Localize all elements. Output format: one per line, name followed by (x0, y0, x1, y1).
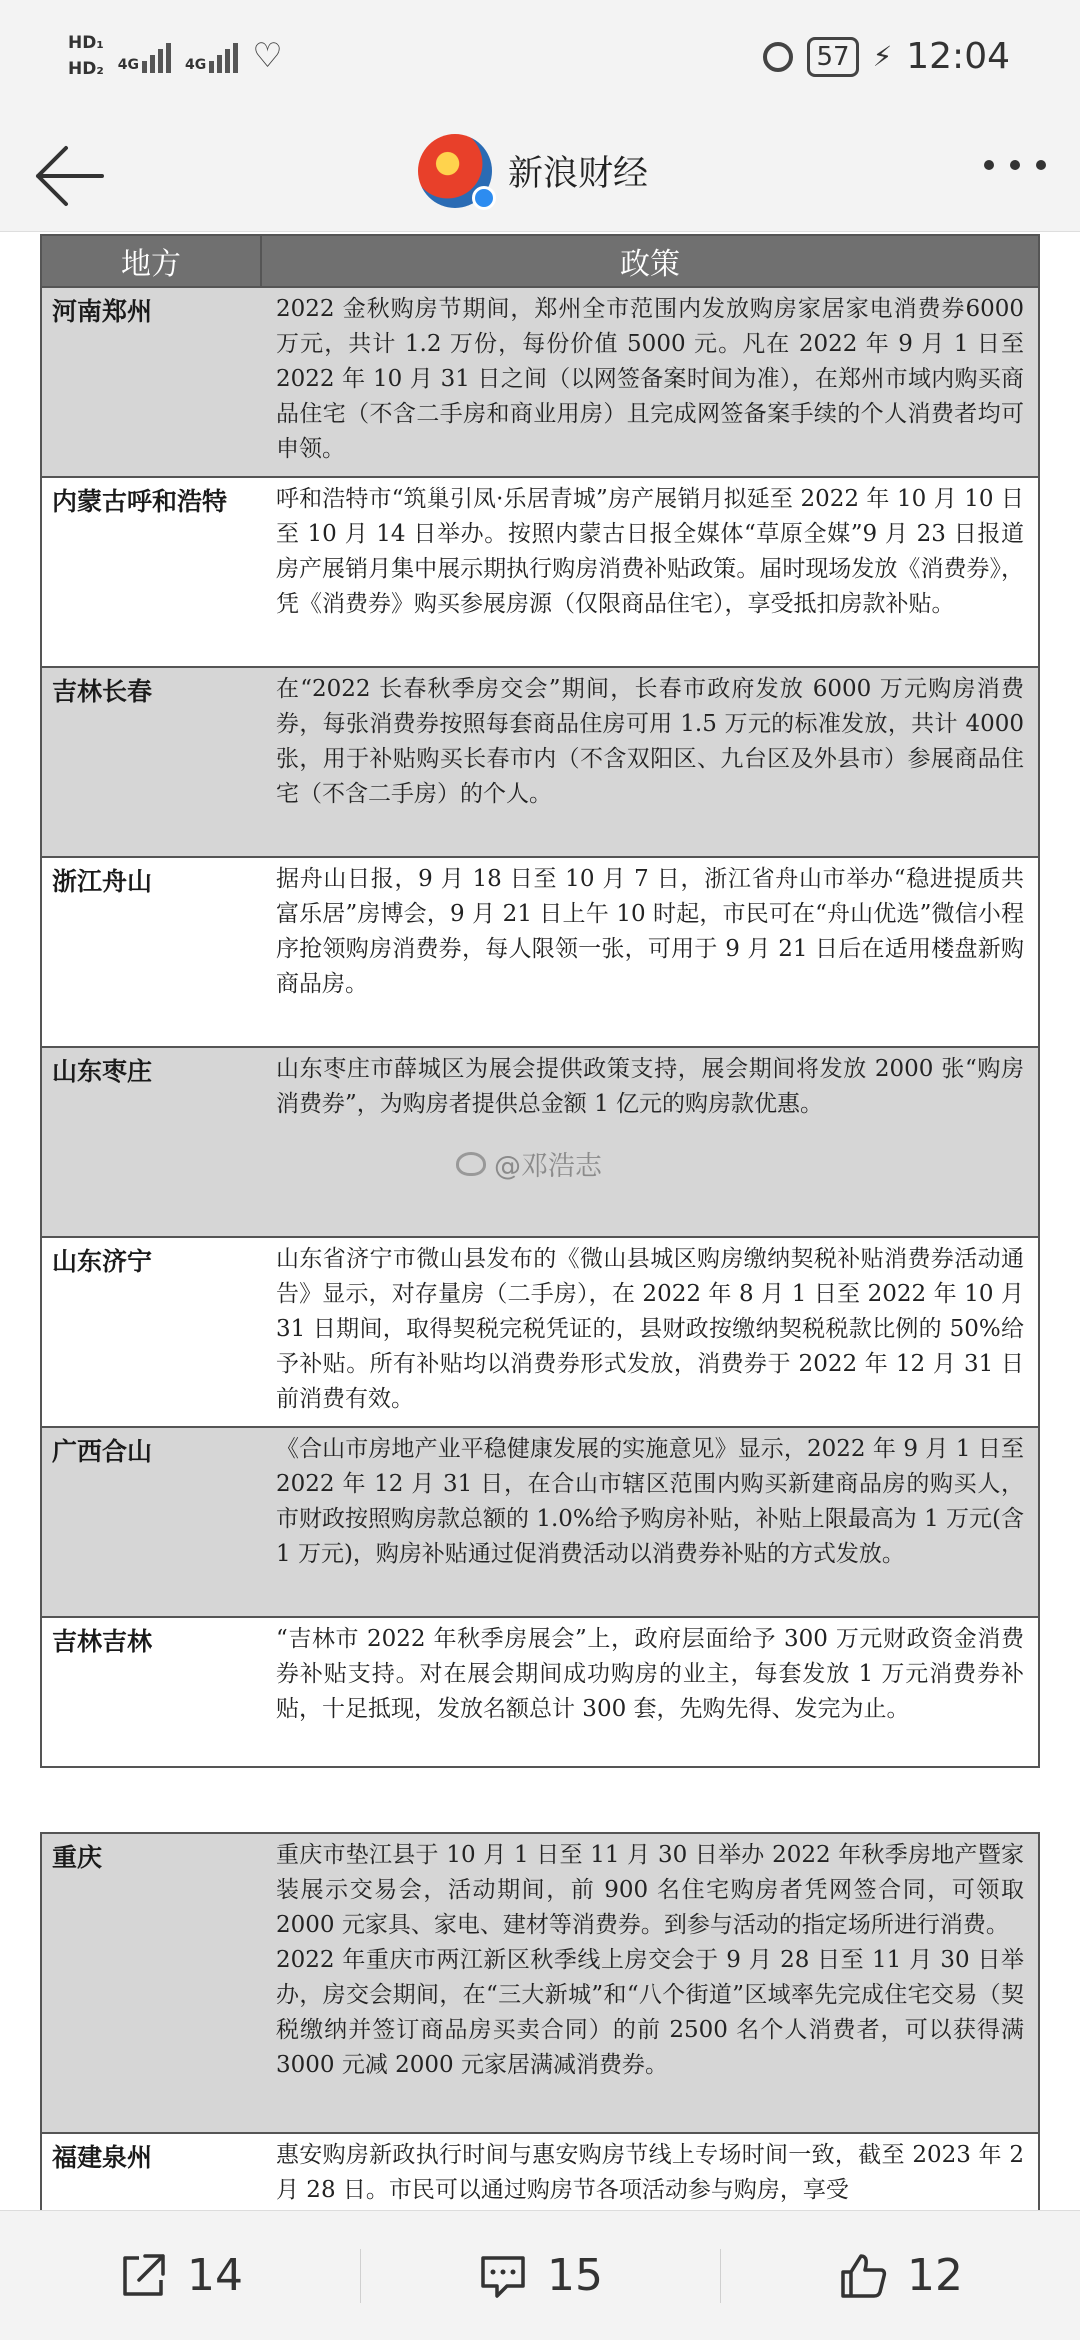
health-heart-icon: ♡ (252, 36, 283, 76)
signal-2 (185, 39, 238, 73)
article-image[interactable] (0, 232, 1080, 2210)
table-row (42, 858, 1038, 1048)
policy-text: 2022 年重庆市两江新区秋季线上房交会于 9 月 28 日至 11 月 30 日举办，房交会期间，在“三大新城”和“八个街道”区域率先完成住宅交易（契税缴纳并签订商品房买卖合同）的前 2500 名个人消费者，可以获得满 3000 元减 2000 元家居满减消费券。 (276, 1947, 1024, 2078)
policy-cell (262, 1834, 1038, 2132)
place-cell: 山东枣庄 (52, 1057, 153, 1086)
policy-text: 《合山市房地产业平稳健康发展的实施意见》显示，2022 年 9 月 1 日至 2022 年 12 月 31 日，在合山市辖区范围内购买新建商品房的购买人，市财政按照购房款总额的 1.0%给予购房补贴，补贴上限最高为 1 万元(含 1 万元)，购房补贴通过促消费活动以消费券补贴的方式发放。 (276, 1436, 1024, 1567)
place-cell: 山东济宁 (52, 1247, 153, 1276)
share-button[interactable] (0, 2211, 360, 2340)
policy-text: “吉林市 2022 年秋季房展会”上，政府层面给予 300 万元财政资金消费券补贴支持。对在展会期间成功购房的业主，每套发放 1 万元消费券补贴，十足抵现，发放名额总计 300 套，先购先得、发完为止。 (276, 1626, 1024, 1722)
network-type-2: 4G (185, 57, 207, 73)
place-cell: 内蒙古呼和浩特 (52, 487, 228, 516)
column-header-place: 地方 (42, 236, 262, 286)
policy-cell (262, 1618, 1038, 1766)
comment-icon (477, 2250, 529, 2302)
share-count: 14 (187, 2250, 243, 2301)
policy-cell (262, 478, 1038, 666)
like-button[interactable] (720, 2211, 1080, 2340)
policy-cell (262, 1238, 1038, 1426)
table-row (42, 1238, 1038, 1428)
policy-text: 呼和浩特市“筑巢引凤·乐居青城”房产展销月拟延至 2022 年 10 月 10 日至 10 月 14 日举办。按照内蒙古日报全媒体“草原全媒”9 月 23 日报道房产展销月集中展示期执行购房消费补贴政策。届时现场发放《消费券》，凭《消费券》购买参展房源（仅限商品住宅），享受抵扣房款补贴。 (276, 486, 1024, 617)
verified-badge-icon (472, 186, 496, 210)
policy-text: 惠安购房新政执行时间与惠安购房节线上专场时间一致，截至 2023 年 2 月 28 日。市民可以通过购房节各项活动参与购房，享受 (276, 2142, 1024, 2203)
status-right (763, 36, 1010, 77)
signal-bars-icon (142, 39, 171, 73)
hd1-label: HD₁ (68, 33, 104, 53)
thumbs-up-icon (837, 2250, 889, 2302)
policy-table-continued (40, 1832, 1040, 2210)
signal-1 (118, 39, 171, 73)
policy-text: 山东省济宁市微山县发布的《微山县城区购房缴纳契税补贴消费券活动通告》显示，对存量房（二手房），在 2022 年 8 月 1 日至 2022 年 10 月 31 日期间，取得契税完税凭证的，县财政按缴纳契税税款比例的 50%给予补贴。所有补贴均以消费券形式发放，消费券于 2022 年 12 月 31 日前消费有效。 (276, 1246, 1024, 1412)
table-row (42, 1048, 1038, 1238)
policy-cell (262, 288, 1038, 476)
place-cell: 广西合山 (52, 1437, 153, 1466)
table-row (42, 1618, 1038, 1766)
place-cell: 河南郑州 (52, 297, 153, 326)
battery-indicator: 57 (807, 37, 858, 77)
policy-cell (262, 1428, 1038, 1616)
place-cell: 浙江舟山 (52, 867, 153, 896)
bottom-action-bar (0, 2210, 1080, 2340)
charging-icon: ⚡ (872, 40, 893, 73)
table-header (42, 236, 1038, 288)
policy-cell (262, 858, 1038, 1046)
policy-text: 据舟山日报，9 月 18 日至 10 月 7 日，浙江省舟山市举办“稳进提质共富乐居”房博会，9 月 21 日上午 10 时起，市民可在“舟山优选”微信小程序抢领购房消费券，每人限领一张，可用于 9 月 21 日后在适用楼盘新购商品房。 (276, 866, 1024, 997)
policy-table (40, 234, 1040, 1768)
policy-text: 山东枣庄市薛城区为展会提供政策支持，展会期间将发放 2000 张“购房消费券”，为购房者提供总金额 1 亿元的购房款优惠。 (276, 1056, 1024, 1117)
signal-bars-icon (209, 39, 238, 73)
policy-text: 重庆市垫江县于 10 月 1 日至 11 月 30 日举办 2022 年秋季房地产暨家装展示交易会，活动期间，前 900 名住宅购房者凭网签合同，可领取 2000 元家具、家电、建材等消费券。到参与活动的指定场所进行消费。 (276, 1842, 1024, 1938)
weibo-logo-icon (456, 1152, 486, 1176)
table-row (42, 668, 1038, 858)
share-icon (117, 2250, 169, 2302)
comment-button[interactable] (360, 2211, 720, 2340)
table-row (42, 288, 1038, 478)
clock: 12:04 (906, 36, 1010, 77)
policy-cell (262, 668, 1038, 856)
nav-bar (0, 120, 1080, 232)
table-row (42, 2134, 1038, 2210)
comment-count: 15 (547, 2250, 603, 2301)
watermark (456, 1144, 602, 1183)
policy-cell (262, 1048, 1038, 1236)
account-name[interactable]: 新浪财经 (508, 154, 649, 194)
like-count: 12 (907, 2250, 963, 2301)
place-cell: 吉林长春 (52, 677, 153, 706)
place-cell: 福建泉州 (52, 2143, 153, 2172)
hd-indicator (68, 30, 104, 82)
network-type-1: 4G (117, 57, 140, 73)
avatar[interactable] (418, 134, 492, 208)
alarm-icon (763, 42, 793, 72)
back-arrow-icon[interactable] (30, 140, 108, 212)
column-header-policy: 政策 (620, 247, 680, 282)
watermark-text: @邓浩志 (494, 1151, 602, 1182)
policy-text: 2022 金秋购房节期间，郑州全市范围内发放购房家居家电消费券6000 万元，共计 1.2 万份，每份价值 5000 元。凡在 2022 年 9 月 1 日至 2022 年 10 月 31 日之间（以网签备案时间为准），在郑州市域内购买商品住宅（不含二手房和商业用房）且完成网签备案手续的个人消费者均可申领。 (276, 296, 1024, 462)
place-cell: 吉林吉林 (52, 1627, 153, 1656)
place-cell: 重庆 (52, 1843, 103, 1872)
policy-cell (262, 2134, 1038, 2210)
account-header[interactable] (418, 134, 648, 208)
hd2-label: HD₂ (68, 59, 104, 79)
more-dots-icon[interactable] (984, 160, 1046, 170)
policy-text: 在“2022 长春秋季房交会”期间，长春市政府发放 6000 万元购房消费券，每张消费券按照每套商品住房可用 1.5 万元的标准发放，共计 4000 张，用于补贴购买长春市内（不含双阳区、九台区及外县市）参展商品住宅（不含二手房）的个人。 (276, 676, 1024, 807)
table-row (42, 1834, 1038, 2134)
status-left (68, 30, 283, 82)
table-row (42, 1428, 1038, 1618)
table-row (42, 478, 1038, 668)
status-bar (0, 0, 1080, 120)
